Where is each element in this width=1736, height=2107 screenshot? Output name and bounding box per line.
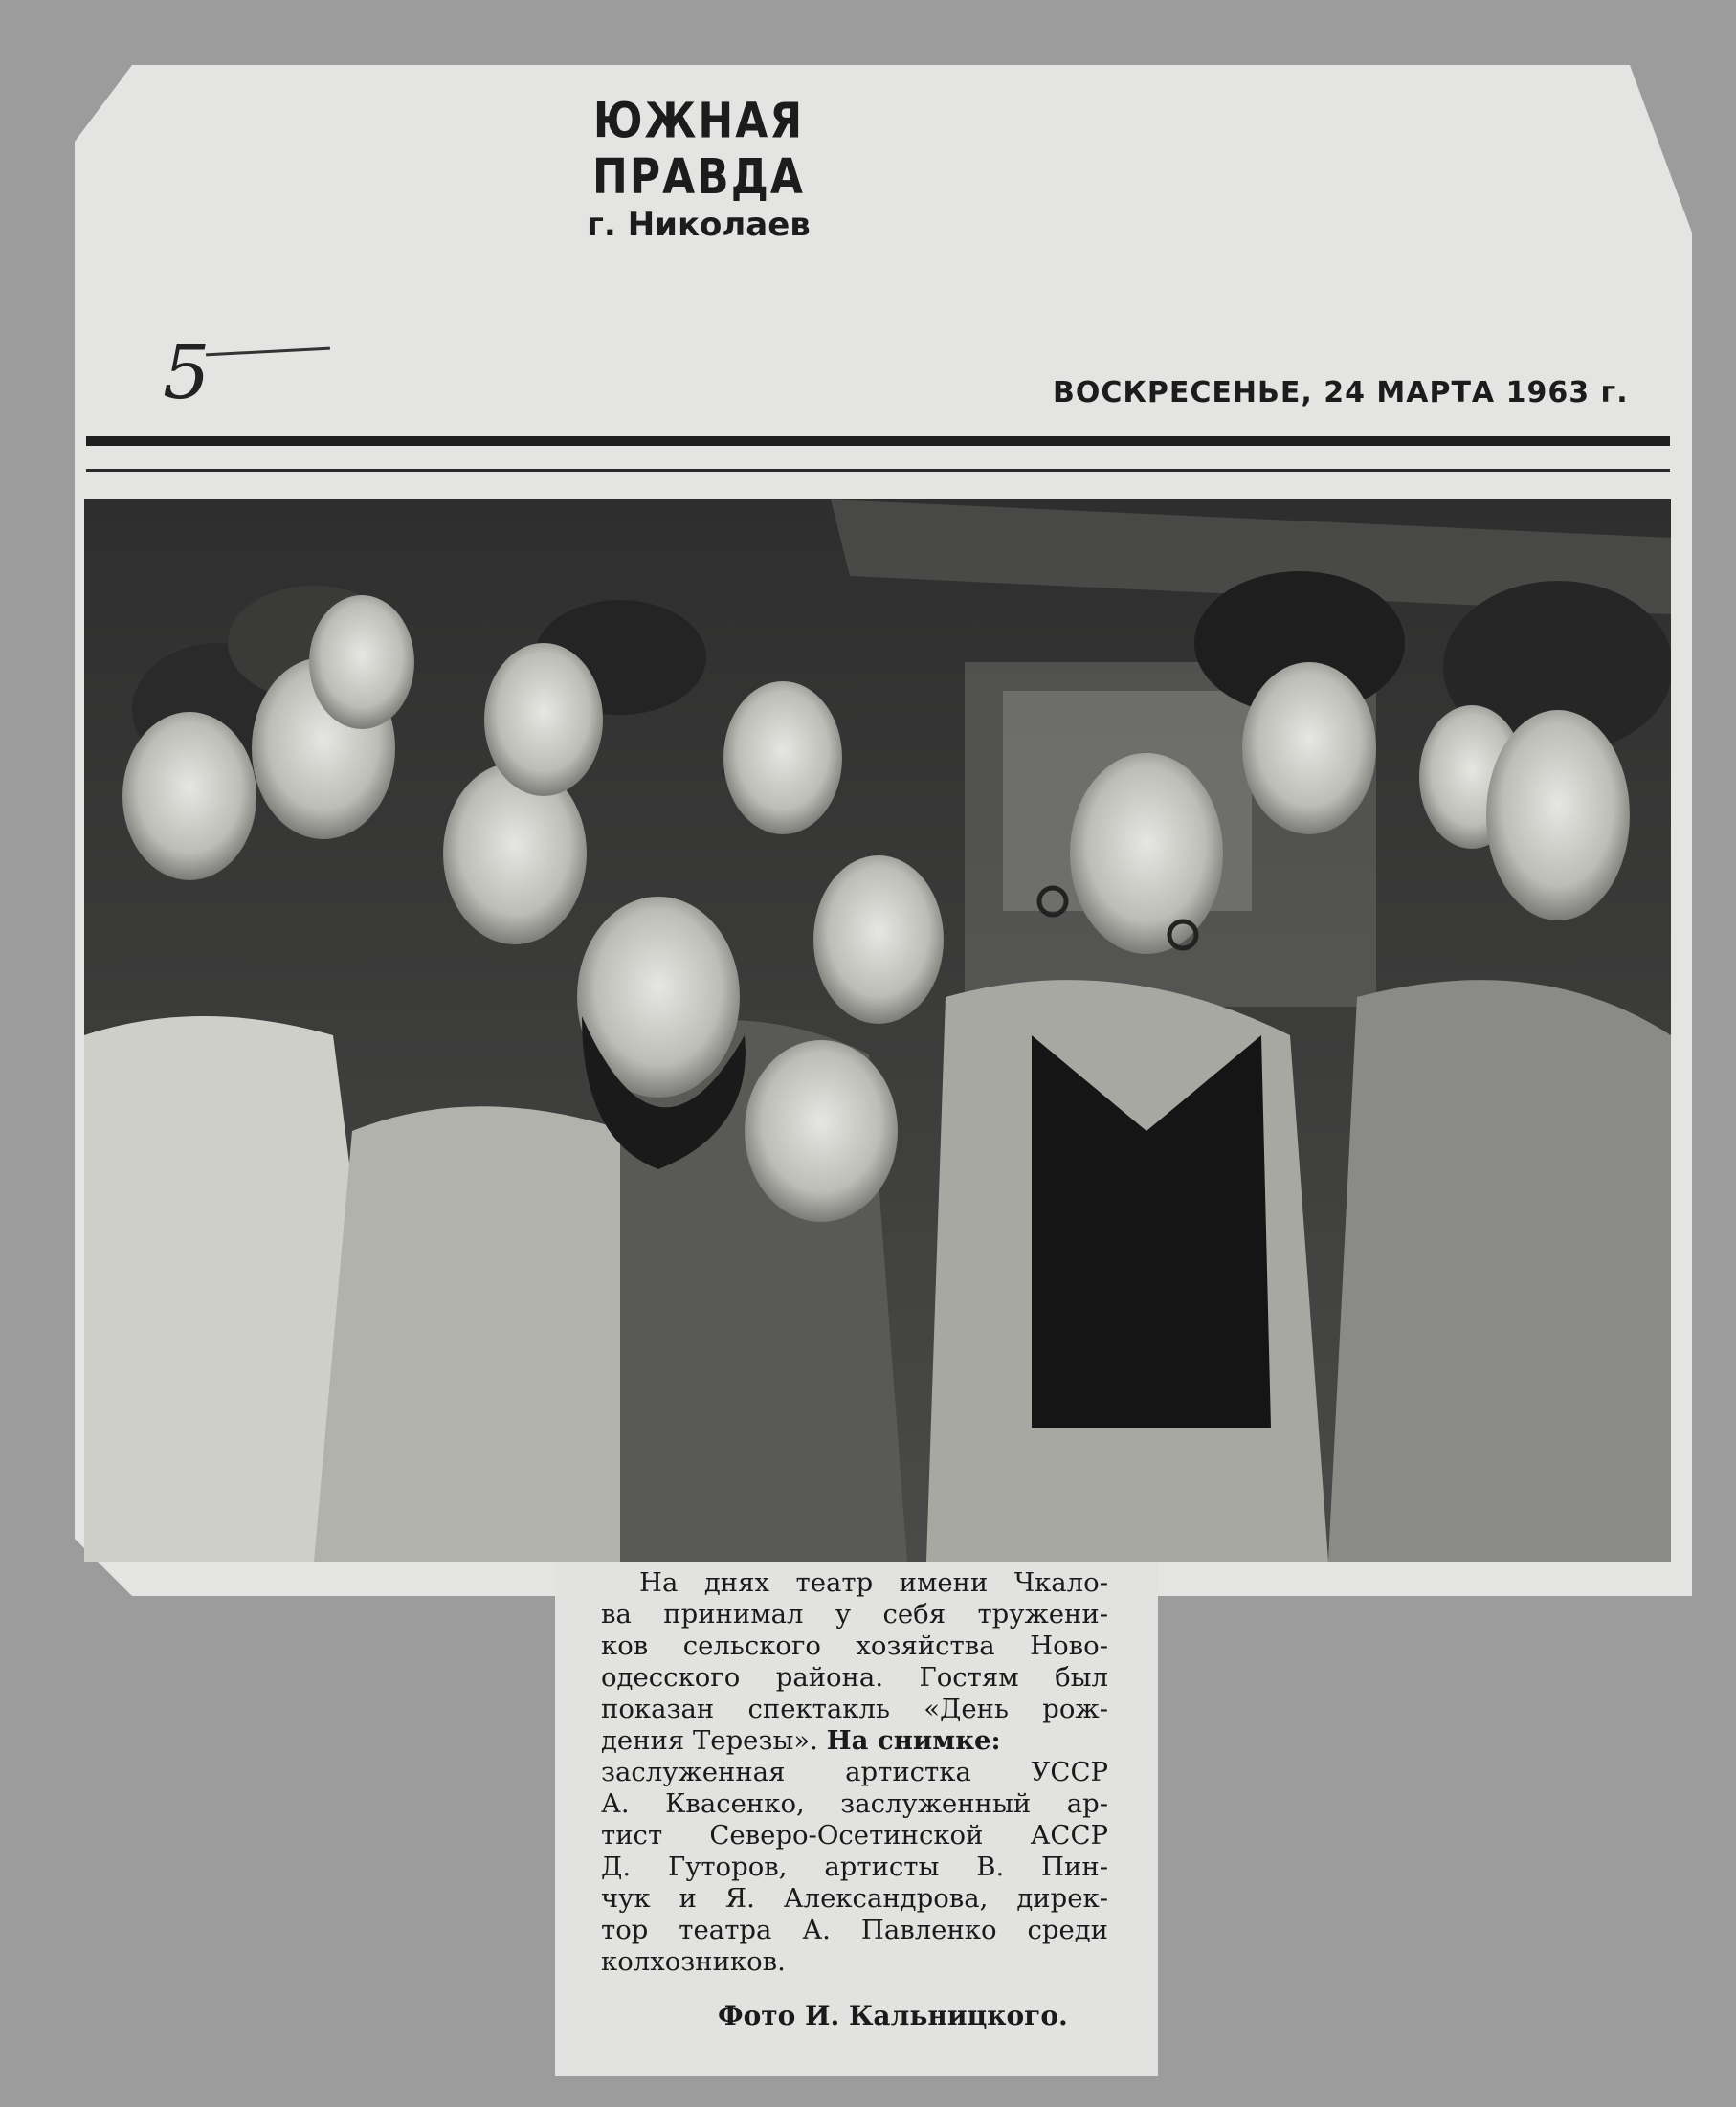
- header-rule-thick: [86, 436, 1670, 446]
- caption-line: На днях театр имени Чкало-: [639, 1567, 1108, 1598]
- header-rule-thin: [86, 469, 1670, 472]
- caption-line: тор театра А. Павленко среди: [601, 1915, 1108, 1945]
- group-photograph: [84, 499, 1671, 1562]
- photo-caption: [601, 1567, 1108, 1978]
- caption-line-text: дения Терезы».: [601, 1725, 818, 1756]
- issue-date: ВОСКРЕСЕНЬЕ, 24 МАРТА 1963 г.: [1053, 376, 1629, 410]
- caption-line: [601, 1725, 1108, 1757]
- caption-line: заслуженная артистка УССР: [601, 1757, 1108, 1787]
- caption-line: ва принимал у себя тружени-: [601, 1599, 1108, 1630]
- caption-line: тист Северо-Осетинской АССР: [601, 1820, 1108, 1851]
- photo-credit: Фото И. Кальницкого.: [718, 2000, 1068, 2031]
- caption-line: Д. Гуторов, артисты В. Пин-: [601, 1852, 1108, 1882]
- caption-line: показан спектакль «День рож-: [601, 1694, 1108, 1724]
- caption-line: одесского района. Гостям был: [601, 1662, 1108, 1693]
- newspaper-stamp: [498, 93, 900, 244]
- photo-illustration: [84, 499, 1671, 1562]
- caption-line: чук и Я. Александрова, дирек-: [601, 1883, 1108, 1914]
- caption-line: А. Квасенко, заслуженный ар-: [601, 1788, 1108, 1819]
- handwritten-page-number: 5: [163, 330, 211, 416]
- caption-bold-lead: На снимке:: [826, 1725, 1001, 1756]
- stamp-city: г. Николаев: [587, 206, 811, 244]
- caption-line: ков сельского хозяйства Ново-: [601, 1630, 1108, 1661]
- caption-line: колхозников.: [601, 1946, 786, 1977]
- stamp-newspaper-name: ЮЖНАЯ ПРАВДА: [592, 93, 805, 206]
